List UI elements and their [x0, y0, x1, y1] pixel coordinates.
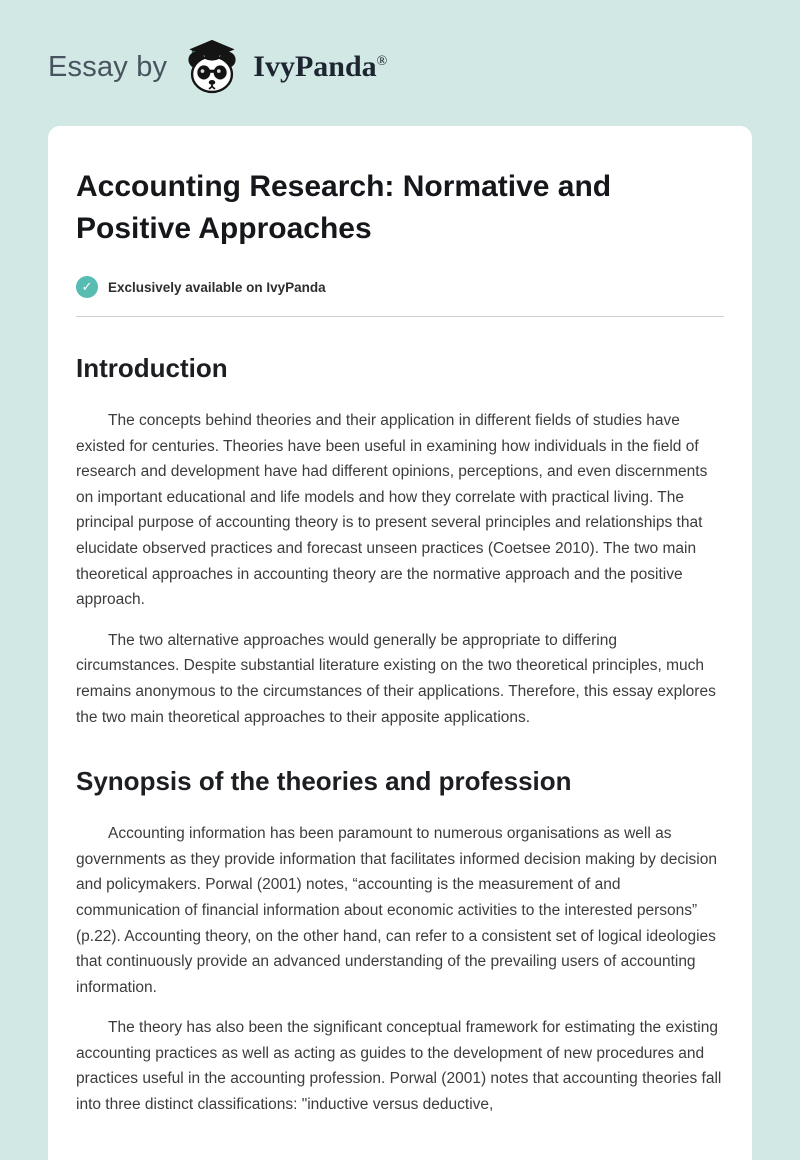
availability-badge — [76, 276, 724, 317]
brand-name: IvyPanda — [253, 50, 377, 83]
essay-card — [48, 126, 752, 1160]
paragraph: The theory has also been the significant conceptual framework for estimating the existing accounting practices as well as acting as guides to the development of new procedures and practices useful in the accounting profession. Porwal (2001) notes that accounting theories fall into three distinct classifications: "inductive versus deductive, — [76, 1019, 722, 1114]
paragraph: The concepts behind theories and their application in different fields of studies have existed for centuries. Theories have been useful in examining how individuals in the field of research and development have had different opinions, perceptions, and even discernments on important educational and life models and how they correlate with practical living. The principal purpose of accounting theory is to present several principles and relationships that elucidate observed practices and forecast unseen practices (Coetsee 2010). The two main theoretical approaches in accounting theory are the normative approach and the positive approach. — [76, 412, 708, 609]
registered-mark: ® — [376, 54, 388, 69]
essay-by-label: Essay by — [48, 50, 168, 83]
check-icon: ✓ — [76, 276, 98, 298]
brand-wordmark — [253, 50, 387, 84]
availability-label: Exclusively available on IvyPanda — [108, 279, 326, 295]
section-heading-synopsis: Synopsis of the theories and profession — [76, 766, 572, 797]
paragraph: The two alternative approaches would generally be appropriate to differing circumstances. Despite substantial literature existing on the two theoretical principles, much remains anonymous to the circumstances of their applications. Therefore, this essay explores the two main theoretical approaches to their apposite applications. — [76, 631, 716, 726]
site-header — [0, 0, 800, 118]
ivypanda-panda-logo-icon — [183, 38, 241, 96]
section-heading-introduction: Introduction — [76, 353, 228, 383]
essay-title: Accounting Research: Normative and Positive Approaches — [76, 170, 612, 245]
paragraph: Accounting information has been paramount to numerous organisations as well as governments as they provide information that facilitates informed decision making by decision and policymakers. Porwal (2001) notes, “accounting is the measurement of and communication of financial information about economic activities to the interested persons” (p.22). Accounting theory, on the other hand, can refer to a consistent set of logical ideologies that continuously provide an advanced understanding of the prevailing users of accounting information. — [76, 825, 717, 996]
